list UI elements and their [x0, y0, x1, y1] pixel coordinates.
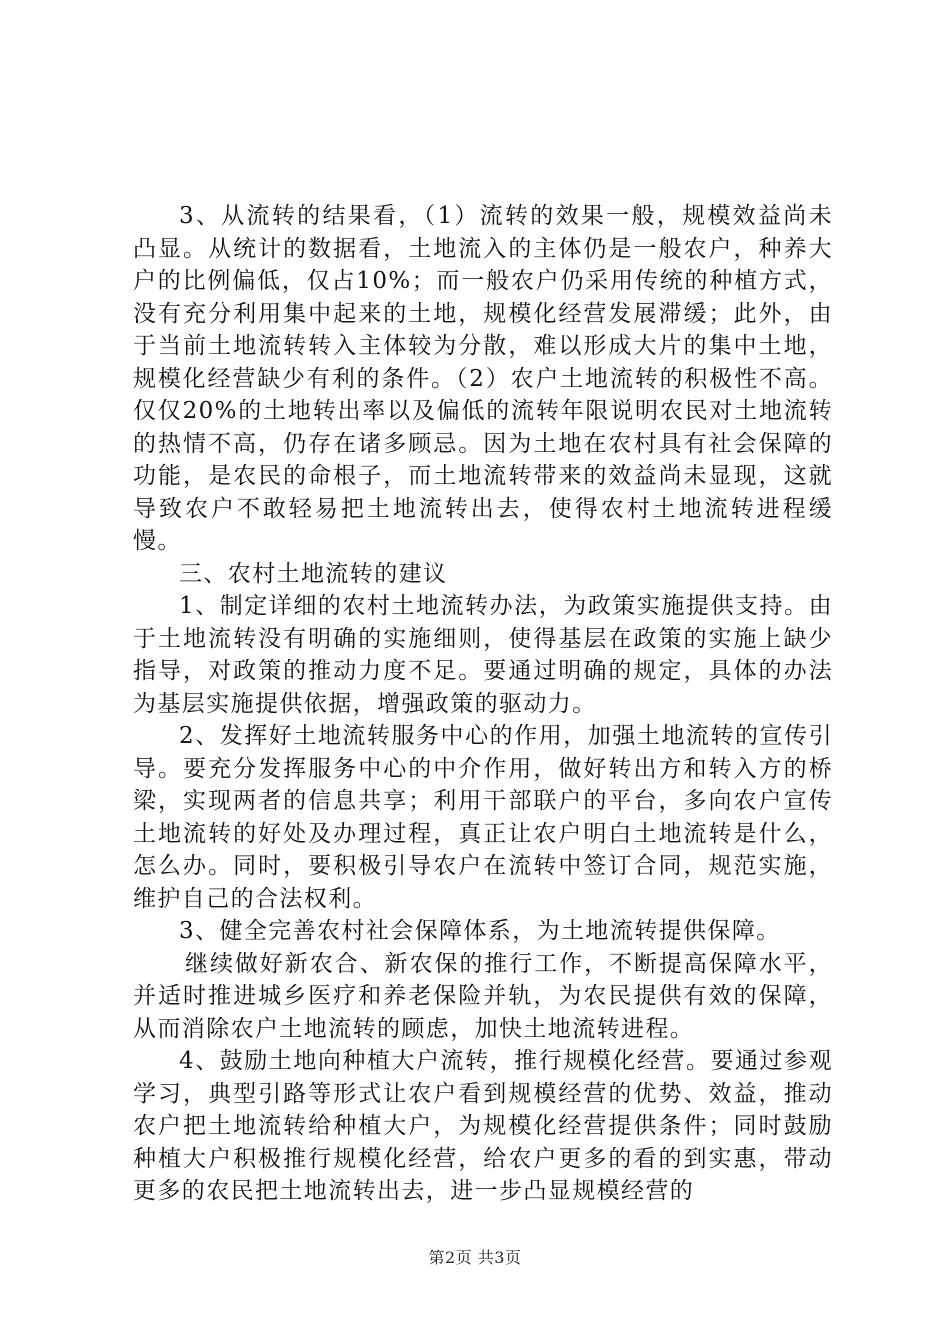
page-number-footer: 第2页 共3页	[428, 1248, 522, 1267]
section-heading-suggestions: 三、农村土地流转的建议	[179, 560, 448, 587]
paragraph-suggestion-3: 3、健全完善农村社会保障体系，为土地流转提供保障。	[179, 918, 781, 944]
paragraph-suggestion-2: 2、发挥好土地流转服务中心的作用，加强土地流转的宣传引导。要充分发挥服务中心的中介作用，做好转出方和转入方的桥梁，实现两者的信息共享；利用干部联户的平台，多向农户宣传土地流转的好处及办理过程，真正让农户明白土地流转是什么，怎么办。同时，要积极引导农户在流转中签订合同，规范实施，维护自己的合法权利。	[133, 723, 833, 912]
paragraph-suggestion-3-detail: 继续做好新农合、新农保的推行工作，不断提高保障水平，并适时推进城乡医疗和养老保险并轨，为农民提供有效的保障，从而消除农户土地流转的顾虑，加快土地流转进程。	[133, 950, 833, 1042]
paragraph-suggestion-1: 1、制定详细的农村土地流转办法，为政策实施提供支持。由于土地流转没有明确的实施细则，使得基层在政策的实施上缺少指导，对政策的推动力度不足。要通过明确的规定，具体的办法为基层实施提供依据，增强政策的驱动力。	[133, 593, 833, 717]
paragraph-transfer-results: 3、从流转的结果看，（1）流转的效果一般，规模效益尚未凸显。从统计的数据看，土地流入的主体仍是一般农户，种养大户的比例偏低，仅占10%；而一般农户仍采用传统的种植方式，没有充分利用集中起来的土地，规模化经营发展滞缓；此外，由于当前土地流转转入主体较为分散，难以形成大片的集中土地，规模化经营缺少有利的条件。（2）农户土地流转的积极性不高。仅仅20%的土地转出率以及偏低的流转年限说明农民对土地流转的热情不高，仍存在诸多顾忌。因为土地在农村具有社会保障的功能，是农民的命根子，而土地流转带来的效益尚未显现，这就导致农户不敢轻易把土地流转出去，使得农村土地流转进程缓慢。	[133, 203, 833, 554]
paragraph-suggestion-4: 4、鼓励土地向种植大户流转，推行规模化经营。要通过参观学习，典型引路等形式让农户看到规模经营的优势、效益，推动农户把土地流转给种植大户，为规模化经营提供条件；同时鼓励种植大户积极推行规模化经营，给农户更多的看的到实惠，带动更多的农民把土地流转出去，进一步凸显规模经营的	[133, 1048, 833, 1204]
document-body	[133, 200, 833, 1208]
